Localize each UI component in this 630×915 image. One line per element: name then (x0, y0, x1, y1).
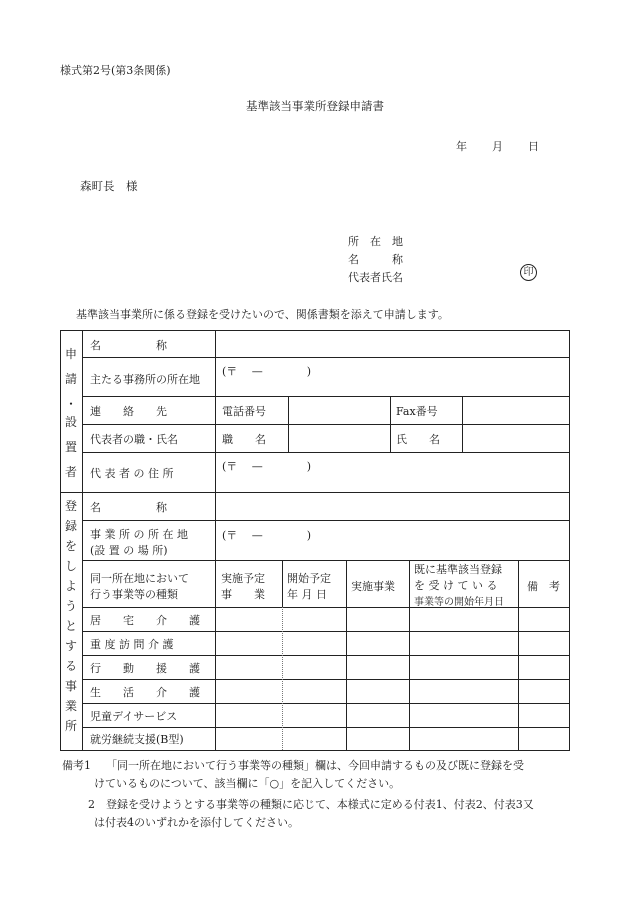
section-office-label: 登 録 を し よ う と す る 事 業 所 (64, 499, 77, 733)
date-month: 月 (492, 140, 503, 153)
registered-header-line3: 事業等の開始年月日 (414, 597, 504, 608)
service-type-header: 同一所在地において (90, 572, 189, 585)
seal-mark: 印 (520, 264, 537, 281)
office-name-label: 名 称 (90, 501, 167, 514)
service-type-header-line2: 行う事業等の種類 (90, 588, 178, 601)
service-row: 居 宅 介 護 (90, 614, 200, 627)
applicant-name-field-label: 名 称 (90, 339, 167, 352)
service-row: 生 活 介 護 (90, 686, 200, 699)
date-day: 日 (528, 140, 539, 153)
office-location-sub-label: (設 置 の 場 所) (90, 544, 168, 557)
office-location-label: 事 業 所 の 所 在 地 (90, 528, 188, 541)
name-label: 氏 名 (396, 433, 440, 446)
start-date-header-line2: 年 月 日 (287, 588, 327, 601)
planned-header: 実施予定 (221, 572, 265, 585)
rep-address-label: 代 表 者 の 住 所 (90, 467, 174, 480)
main-office-postal[interactable]: (〒 — ) (222, 365, 312, 378)
rep-address-postal[interactable]: (〒 — ) (222, 460, 312, 473)
title-label: 職 名 (222, 433, 266, 446)
remarks-header: 備 考 (527, 580, 560, 593)
note-2-label: 2 (88, 798, 95, 811)
office-postal[interactable]: (〒 — ) (222, 529, 312, 542)
note-1-label: 備考1 (62, 759, 91, 772)
fax-label: Fax番号 (396, 405, 438, 418)
note-1-line-1: 「同一所在地において行う事業等の種類」欄は、今回申請するもの及び既に登録を受 (106, 759, 524, 772)
service-row: 重 度 訪 問 介 護 (90, 638, 174, 651)
registered-header-line2: を 受 け て い る (414, 579, 498, 592)
note-1-line-2: けているものについて、該当欄に「○」を記入してください。 (94, 777, 401, 790)
note-2-line-2: は付表4のいずれかを添付してください。 (94, 816, 299, 829)
addressee: 森町長 様 (80, 179, 138, 193)
service-row: 行 動 援 護 (90, 662, 200, 675)
form-title: 基準該当事業所登録申請書 (246, 99, 384, 113)
date-year: 年 (456, 140, 467, 153)
start-date-header: 開始予定 (287, 572, 331, 585)
service-row: 就労継続支援(B型) (90, 733, 184, 746)
contact-label: 連 絡 先 (90, 405, 167, 418)
main-office-label: 主たる事務所の所在地 (90, 373, 200, 386)
note-2-line-1: 登録を受けようとする事業等の種類に応じて、本様式に定める付表1、付表2、付表3又 (106, 798, 534, 811)
applicant-address-label: 所 在 地 (348, 235, 403, 248)
rep-title-name-label: 代表者の職・氏名 (90, 433, 178, 446)
registered-header: 既に基準該当登録 (414, 563, 502, 576)
service-row: 児童デイサービス (90, 710, 178, 723)
planned-header-line2: 事 業 (221, 588, 265, 601)
section-applicant-label: 申 請 ・ 設 置 者 (64, 347, 77, 479)
applicant-rep-label: 代表者氏名 (348, 271, 403, 284)
intro-text: 基準該当事業所に係る登録を受けたいので、関係書類を添えて申請します。 (76, 308, 449, 321)
form-number: 様式第2号(第3条関係) (60, 64, 171, 77)
implemented-header: 実施事業 (351, 580, 395, 593)
phone-label: 電話番号 (222, 405, 266, 418)
applicant-name-label: 名 称 (348, 253, 403, 266)
